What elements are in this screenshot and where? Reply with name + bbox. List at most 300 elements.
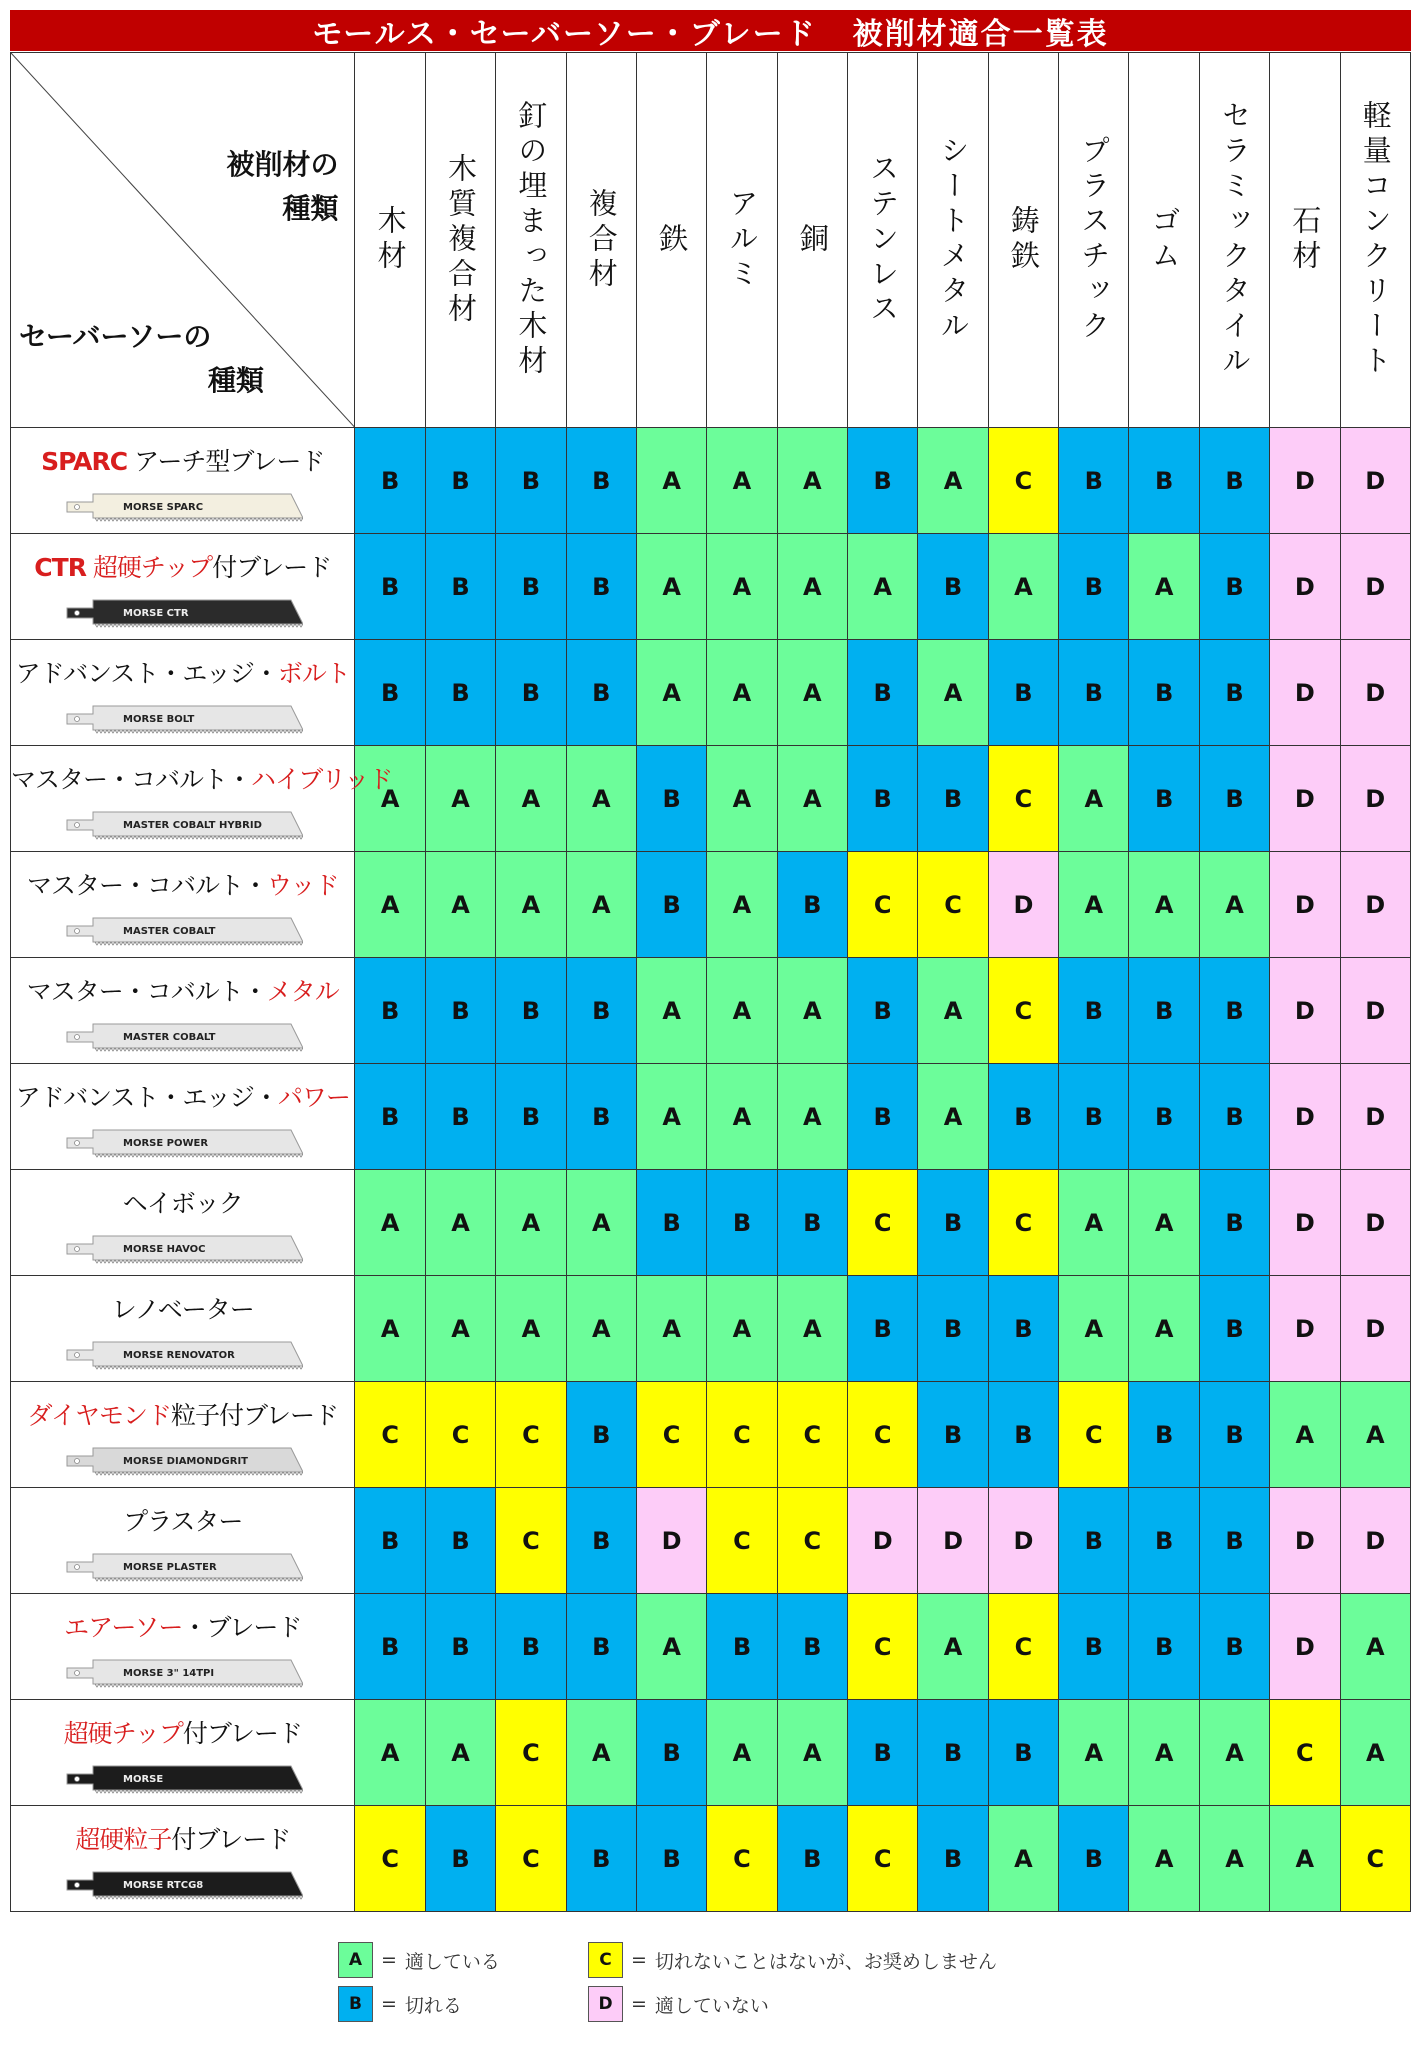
grade-cell: B [988,1276,1058,1382]
grade-cell: A [777,1064,847,1170]
grade-cell: A [496,746,566,852]
grade-cell: A [496,1276,566,1382]
grade-cell: B [425,534,495,640]
grade-cell: C [496,1382,566,1488]
grade-cell: B [496,640,566,746]
blade-name: ヘイボック [122,1189,243,1218]
grade-cell: A [1129,1806,1199,1912]
grade-cell: D [1270,1594,1340,1700]
grade-cell: C [988,746,1058,852]
table-row [11,1382,1411,1488]
blade-name: マスター・コバルト・ハイブリッド [11,765,393,794]
grade-cell: D [1340,746,1410,852]
grade-cell: B [566,1488,636,1594]
grade-cell: A [355,746,425,852]
grade-cell: D [1270,746,1340,852]
grade-cell: B [1199,534,1269,640]
material-header [777,53,847,428]
svg-text:MASTER COBALT: MASTER COBALT [122,1032,216,1043]
material-header [1129,53,1199,428]
table-body [11,428,1411,1912]
grade-cell: C [707,1806,777,1912]
grade-cell: A [425,852,495,958]
saw-type-label: セーバーソーの 種類 [19,320,264,397]
material-header [1270,53,1340,428]
grade-cell: B [355,534,425,640]
blade-name: 超硬粒子付ブレード [75,1825,291,1854]
blade-name: CTR 超硬チップ付ブレード [34,553,332,582]
grade-cell: B [1129,640,1199,746]
grade-cell: D [1270,1170,1340,1276]
grade-cell: B [918,1700,988,1806]
grade-cell: A [777,428,847,534]
grade-cell: B [1059,640,1129,746]
grade-cell: C [848,1806,918,1912]
grade-cell: B [636,1170,706,1276]
grade-cell: A [1059,1276,1129,1382]
grade-cell: B [848,428,918,534]
grade-cell: B [777,852,847,958]
grade-cell: B [918,1806,988,1912]
grade-cell: B [355,428,425,534]
table-row [11,640,1411,746]
grade-cell: B [1199,1594,1269,1700]
svg-text:MORSE SPARC: MORSE SPARC [122,502,203,513]
blade-cell [11,1170,355,1276]
blade-cell [11,428,355,534]
grade-cell: B [1199,958,1269,1064]
material-type-label: 被削材の 種類 [226,148,339,225]
legend-item-b [338,1986,462,2022]
grade-cell: B [1129,1064,1199,1170]
blade-image [63,1336,303,1366]
svg-text:MORSE RENOVATOR: MORSE RENOVATOR [122,1350,235,1361]
compatibility-table [10,52,1411,1912]
grade-cell: A [707,958,777,1064]
grade-cell: D [1340,640,1410,746]
svg-text:MORSE HAVOC: MORSE HAVOC [122,1244,206,1255]
material-header [1340,53,1410,428]
grade-cell: B [1059,958,1129,1064]
material-header [988,53,1058,428]
grade-cell: B [636,1700,706,1806]
svg-text:MORSE RTCG8: MORSE RTCG8 [122,1880,203,1891]
grade-cell: B [425,640,495,746]
grade-cell: B [988,640,1058,746]
blade-image [63,1760,303,1790]
material-header [918,53,988,428]
grade-cell: A [988,1806,1058,1912]
blade-cell [11,1064,355,1170]
grade-cell: C [918,852,988,958]
grade-cell: A [918,428,988,534]
grade-cell: A [707,1700,777,1806]
grade-cell: B [707,1170,777,1276]
grade-cell: A [777,746,847,852]
grade-cell: D [1270,534,1340,640]
grade-cell: D [1340,958,1410,1064]
grade-cell: A [707,1064,777,1170]
grade-cell: A [1340,1700,1410,1806]
grade-cell: B [1059,428,1129,534]
grade-cell: B [425,1064,495,1170]
grade-cell: A [1129,1700,1199,1806]
grade-cell: D [1270,428,1340,534]
grade-cell: A [1199,852,1269,958]
grade-cell: B [636,746,706,852]
table-row [11,852,1411,958]
material-label: プラスチック [1077,135,1112,345]
grade-cell: B [636,852,706,958]
grade-cell: B [566,640,636,746]
material-header [707,53,777,428]
material-label: 木質複合材 [444,152,479,328]
grade-cell: B [425,958,495,1064]
grade-cell: A [1270,1382,1340,1488]
grade-cell: A [918,640,988,746]
grade-cell: A [988,534,1058,640]
grade-cell: A [355,1170,425,1276]
corner-header [11,53,355,428]
grade-cell: B [918,534,988,640]
grade-cell: B [1199,1276,1269,1382]
grade-cell: C [636,1382,706,1488]
grade-cell: C [777,1488,847,1594]
grade-cell: B [425,1488,495,1594]
grade-cell: B [566,1382,636,1488]
grade-cell: B [1199,640,1269,746]
grade-cell: B [566,428,636,534]
grade-cell: B [777,1594,847,1700]
grade-cell: D [1270,1064,1340,1170]
grade-cell: A [707,640,777,746]
grade-cell: A [707,534,777,640]
grade-cell: C [848,1382,918,1488]
blade-name: エアーソー・ブレード [64,1613,302,1642]
grade-cell: A [1059,746,1129,852]
grade-cell: B [988,1382,1058,1488]
blade-cell [11,1806,355,1912]
grade-cell: D [636,1488,706,1594]
grade-cell: A [1059,1700,1129,1806]
grade-cell: A [1199,1806,1269,1912]
svg-text:MORSE BOLT: MORSE BOLT [122,714,195,725]
grade-cell: D [1270,958,1340,1064]
table-row [11,1700,1411,1806]
blade-image [63,1442,303,1472]
grade-cell: A [1340,1382,1410,1488]
grade-cell: B [496,428,566,534]
grade-cell: A [636,958,706,1064]
grade-cell: B [355,1594,425,1700]
grade-cell: C [355,1806,425,1912]
grade-cell: A [636,1594,706,1700]
grade-cell: A [707,852,777,958]
grade-cell: D [1340,1170,1410,1276]
grade-cell: B [496,1064,566,1170]
grade-cell: A [918,958,988,1064]
grade-cell: A [1270,1806,1340,1912]
grade-cell: C [1270,1700,1340,1806]
grade-cell: B [566,534,636,640]
grade-cell: B [566,1064,636,1170]
grade-cell: A [566,746,636,852]
grade-cell: A [355,1700,425,1806]
material-label: ステンレス [866,152,901,328]
grade-cell: C [848,1594,918,1700]
grade-cell: A [707,428,777,534]
grade-cell: A [777,958,847,1064]
grade-cell: C [355,1382,425,1488]
grade-cell: B [355,1488,425,1594]
material-label: ゴム [1147,205,1182,275]
grade-cell: B [1059,1594,1129,1700]
svg-text:MORSE POWER: MORSE POWER [122,1138,208,1149]
blade-image [63,806,303,836]
grade-cell: A [918,1064,988,1170]
grade-cell: C [988,1594,1058,1700]
grade-cell: D [1270,852,1340,958]
grade-cell: D [1340,1276,1410,1382]
legend-equals: = [381,1993,397,2015]
table-row [11,1488,1411,1594]
blade-cell [11,1488,355,1594]
grade-cell: B [1129,1488,1199,1594]
grade-cell: D [988,852,1058,958]
grade-cell: B [1129,958,1199,1064]
grade-cell: A [1059,852,1129,958]
grade-cell: A [496,1170,566,1276]
table-row [11,1594,1411,1700]
grade-cell: A [1129,534,1199,640]
grade-cell: B [1059,1488,1129,1594]
grade-cell: A [848,534,918,640]
header-row [11,53,1411,428]
legend-equals: = [631,1949,647,1971]
grade-cell: B [848,1064,918,1170]
material-label: シートメタル [936,135,971,345]
grade-cell: A [566,1700,636,1806]
grade-cell: D [918,1488,988,1594]
grade-cell: A [707,1276,777,1382]
blade-name: ダイヤモンド粒子付ブレード [27,1401,338,1430]
legend-swatch: D [588,1986,623,2022]
material-label: 鉄 [655,222,690,258]
legend-swatch: A [338,1942,373,1978]
grade-cell: C [777,1382,847,1488]
grade-cell: A [496,852,566,958]
grade-cell: B [1199,1382,1269,1488]
grade-cell: D [1270,1488,1340,1594]
grade-cell: B [1059,1806,1129,1912]
table-row [11,746,1411,852]
legend-item-a [338,1942,500,1978]
grade-cell: B [1129,1382,1199,1488]
grade-cell: B [1199,1170,1269,1276]
grade-cell: A [636,1276,706,1382]
grade-cell: A [1340,1594,1410,1700]
grade-cell: B [848,958,918,1064]
material-label: 銅 [795,222,830,258]
material-header [425,53,495,428]
grade-cell: C [496,1806,566,1912]
table-row [11,1806,1411,1912]
legend-item-d [588,1986,769,2022]
blade-image [63,488,303,518]
grade-cell: B [1199,428,1269,534]
grade-cell: A [1129,1276,1199,1382]
blade-image [63,1018,303,1048]
grade-cell: B [777,1806,847,1912]
svg-text:MORSE DIAMONDGRIT: MORSE DIAMONDGRIT [122,1456,248,1467]
table-row [11,1276,1411,1382]
grade-cell: B [425,1594,495,1700]
grade-cell: A [566,852,636,958]
grade-cell: B [848,1700,918,1806]
blade-name: SPARC アーチ型ブレード [41,447,325,476]
material-label: セラミックタイル [1217,100,1252,380]
blade-cell [11,1276,355,1382]
grade-cell: D [1340,534,1410,640]
blade-cell [11,852,355,958]
grade-cell: C [707,1488,777,1594]
grade-cell: B [566,1594,636,1700]
grade-cell: B [1199,1064,1269,1170]
grade-cell: D [848,1488,918,1594]
table-row [11,958,1411,1064]
grade-cell: B [1059,534,1129,640]
grade-cell: A [636,1064,706,1170]
table-row [11,534,1411,640]
grade-cell: A [425,746,495,852]
grade-cell: B [496,534,566,640]
grade-cell: B [355,958,425,1064]
material-label: 鋳鉄 [1006,205,1041,275]
svg-text:MORSE 3" 14TPI: MORSE 3" 14TPI [122,1668,214,1679]
grade-cell: B [1129,428,1199,534]
grade-cell: B [1199,746,1269,852]
blade-name: アドバンスト・エッジ・パワー [15,1083,350,1112]
grade-cell: A [425,1276,495,1382]
blade-image [63,1548,303,1578]
svg-text:MASTER COBALT: MASTER COBALT [122,926,216,937]
grade-cell: A [425,1700,495,1806]
grade-cell: B [848,1276,918,1382]
legend [338,1942,1138,2032]
blade-image [63,594,303,624]
grade-cell: B [918,746,988,852]
grade-cell: C [848,1170,918,1276]
grade-cell: B [566,958,636,1064]
blade-image [63,1654,303,1684]
grade-cell: B [425,1806,495,1912]
table-row [11,428,1411,534]
grade-cell: A [636,640,706,746]
blade-cell [11,1382,355,1488]
grade-cell: B [777,1170,847,1276]
grade-cell: A [1199,1700,1269,1806]
legend-text: 切れないことはないが、お奨めしません [654,1950,997,1973]
material-header [355,53,425,428]
grade-cell: A [1129,852,1199,958]
legend-text: 適していない [654,1994,769,2017]
grade-cell: D [1340,428,1410,534]
legend-equals: = [631,1993,647,2015]
grade-cell: A [777,1276,847,1382]
grade-cell: A [355,852,425,958]
grade-cell: B [1129,1594,1199,1700]
grade-cell: B [848,746,918,852]
blade-cell [11,1700,355,1806]
grade-cell: B [918,1170,988,1276]
legend-swatch: B [338,1986,373,2022]
table-row [11,1170,1411,1276]
material-label: 軽量コンクリート [1358,100,1393,380]
grade-cell: D [1340,852,1410,958]
grade-cell: A [425,1170,495,1276]
svg-text:MORSE: MORSE [122,1774,163,1785]
grade-cell: C [988,958,1058,1064]
blade-cell [11,640,355,746]
grade-cell: B [636,1806,706,1912]
material-label: アルミ [725,187,760,293]
grade-cell: D [1340,1488,1410,1594]
grade-cell: C [1340,1806,1410,1912]
material-header [566,53,636,428]
material-header [636,53,706,428]
grade-cell: A [636,534,706,640]
grade-cell: B [496,958,566,1064]
grade-cell: C [707,1382,777,1488]
svg-text:MASTER COBALT HYBRID: MASTER COBALT HYBRID [122,820,262,831]
grade-cell: C [1059,1382,1129,1488]
grade-cell: A [566,1276,636,1382]
grade-cell: A [636,428,706,534]
grade-cell: B [1199,1488,1269,1594]
blade-cell [11,1594,355,1700]
grade-cell: A [1129,1170,1199,1276]
grade-cell: A [566,1170,636,1276]
material-header [848,53,918,428]
blade-image [63,700,303,730]
grade-cell: B [355,1064,425,1170]
blade-cell [11,534,355,640]
blade-name: マスター・コバルト・メタル [26,977,339,1006]
grade-cell: A [777,640,847,746]
title-main: モールス・セーバーソー・ブレード [312,16,817,52]
grade-cell: A [1059,1170,1129,1276]
grade-cell: C [848,852,918,958]
material-header [1059,53,1129,428]
legend-item-c [588,1942,997,1978]
grade-cell: B [425,428,495,534]
grade-cell: C [988,428,1058,534]
legend-text: 切れる [404,1994,462,2017]
title-sub: 被削材適合一覧表 [852,16,1109,52]
grade-cell: D [1340,1064,1410,1170]
grade-cell: C [496,1700,566,1806]
blade-name: レノベーター [111,1295,254,1324]
grade-cell: A [918,1594,988,1700]
blade-name: マスター・コバルト・ウッド [26,871,339,900]
grade-cell: B [988,1700,1058,1806]
material-label: 複合材 [584,187,619,293]
grade-cell: B [918,1276,988,1382]
blade-image [63,1230,303,1260]
svg-text:MORSE CTR: MORSE CTR [122,608,189,619]
grade-cell: B [918,1382,988,1488]
legend-text: 適している [404,1950,500,1973]
